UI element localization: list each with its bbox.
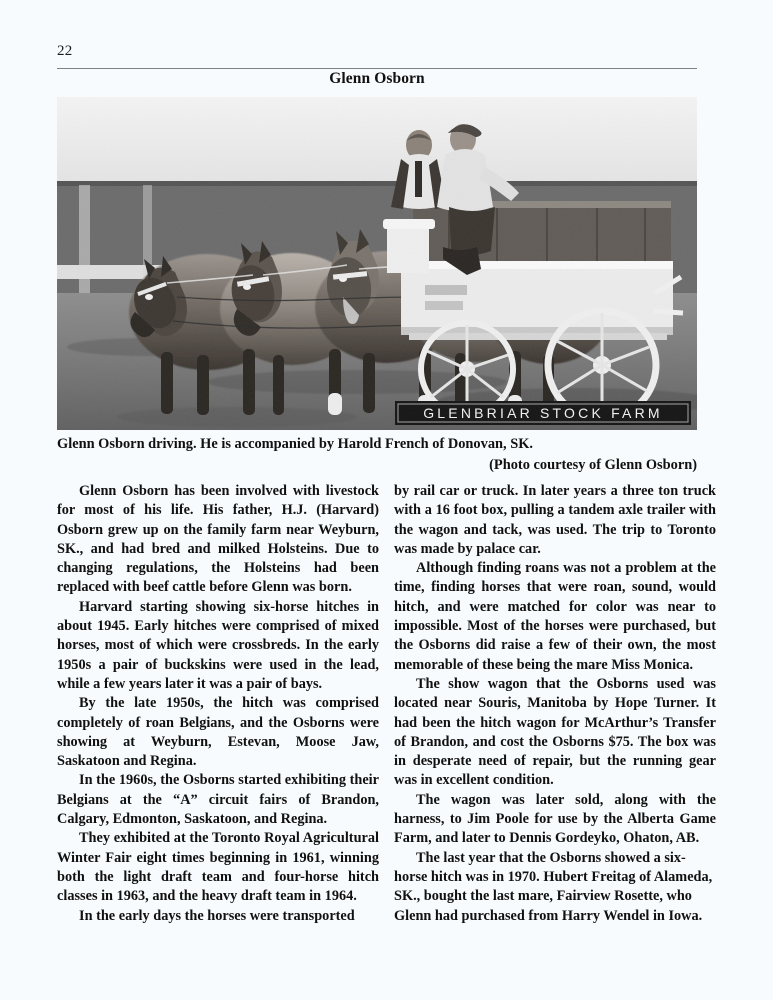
body-column-right	[394, 482, 716, 926]
paragraph: Glenn Osborn has been involved with livestock for most of his life. His father, H.J. (Harvard) Osborn grew up on the family farm near Weyburn, SK., and had bred and milked Holsteins. Due to changing regulations, the Holsteins had been replaced with beef cattle before Glenn was born.	[57, 483, 379, 596]
running-head-title: Glenn Osborn	[329, 70, 425, 87]
paragraph: Harvard starting showing six-horse hitches in about 1945. Early hitches were comprised of mixed horses, most of which were crossbreds. In the early 1950s a pair of buckskins were used in the lead, while a few years later it was a pair of bays.	[57, 598, 379, 692]
paragraph: They exhibited at the Toronto Royal Agricultural Winter Fair eight times beginning in 1961, winning both the light draft team and four-horse hitch classes in 1963, and the heavy draft team in 1964.	[57, 830, 379, 905]
page-number: 22	[57, 43, 73, 59]
paragraph: The last year that the Osborns showed a six-horse hitch was in 1970. Hubert Freitag of Alameda, SK., bought the last mare, Fairview Rosette, who Glenn had purchased from Harry Wendel in Iowa.	[394, 849, 713, 924]
six-horse-hitch-photograph	[57, 97, 697, 430]
header-rule	[57, 68, 697, 69]
paragraph: The wagon was later sold, along with the harness, to Jim Poole for use by the Alberta Game Farm, and later to Dennis Gordeyko, Ohaton, AB.	[394, 791, 716, 847]
body-column-left	[57, 482, 379, 926]
paragraph: By the late 1950s, the hitch was comprised completely of roan Belgians, and the Osborns were showing at Weyburn, Estevan, Moose Jaw, Saskatoon and Regina.	[57, 695, 379, 770]
paragraph: In the early days the horses were transported	[79, 907, 355, 924]
photo-caption: Glenn Osborn driving. He is accompanied by Harold French of Donovan, SK.	[57, 436, 534, 452]
paragraph: by rail car or truck. In later years a three ton truck with a 16 foot box, pulling a tandem axle trailer with the wagon and tack, was used. The trip to Toronto was made by palace car.	[394, 483, 716, 557]
photo-illustration	[57, 97, 697, 430]
photo-credit: (Photo courtesy of Glenn Osborn)	[489, 457, 697, 473]
paragraph: In the 1960s, the Osborns started exhibiting their Belgians at the “A” circuit fairs of Brandon, Calgary, Edmonton, Saskatoon, and Regina.	[57, 772, 379, 828]
paragraph: The show wagon that the Osborns used was located near Souris, Manitoba by Hope Turner. It had been the hitch wagon for McArthur’s Transfer of Brandon, and cost the Osborns $75. The box was in desperate need of repair, but the running gear was in excellent condition.	[394, 675, 716, 789]
paragraph: Although finding roans was not a problem at the time, finding horses that were roan, sound, would hitch, and were matched for color was near to impossible. Most of the horses were purchased, but the Osborns did raise a few of their own, the most memorable of these being the mare Miss Monica.	[394, 560, 716, 673]
